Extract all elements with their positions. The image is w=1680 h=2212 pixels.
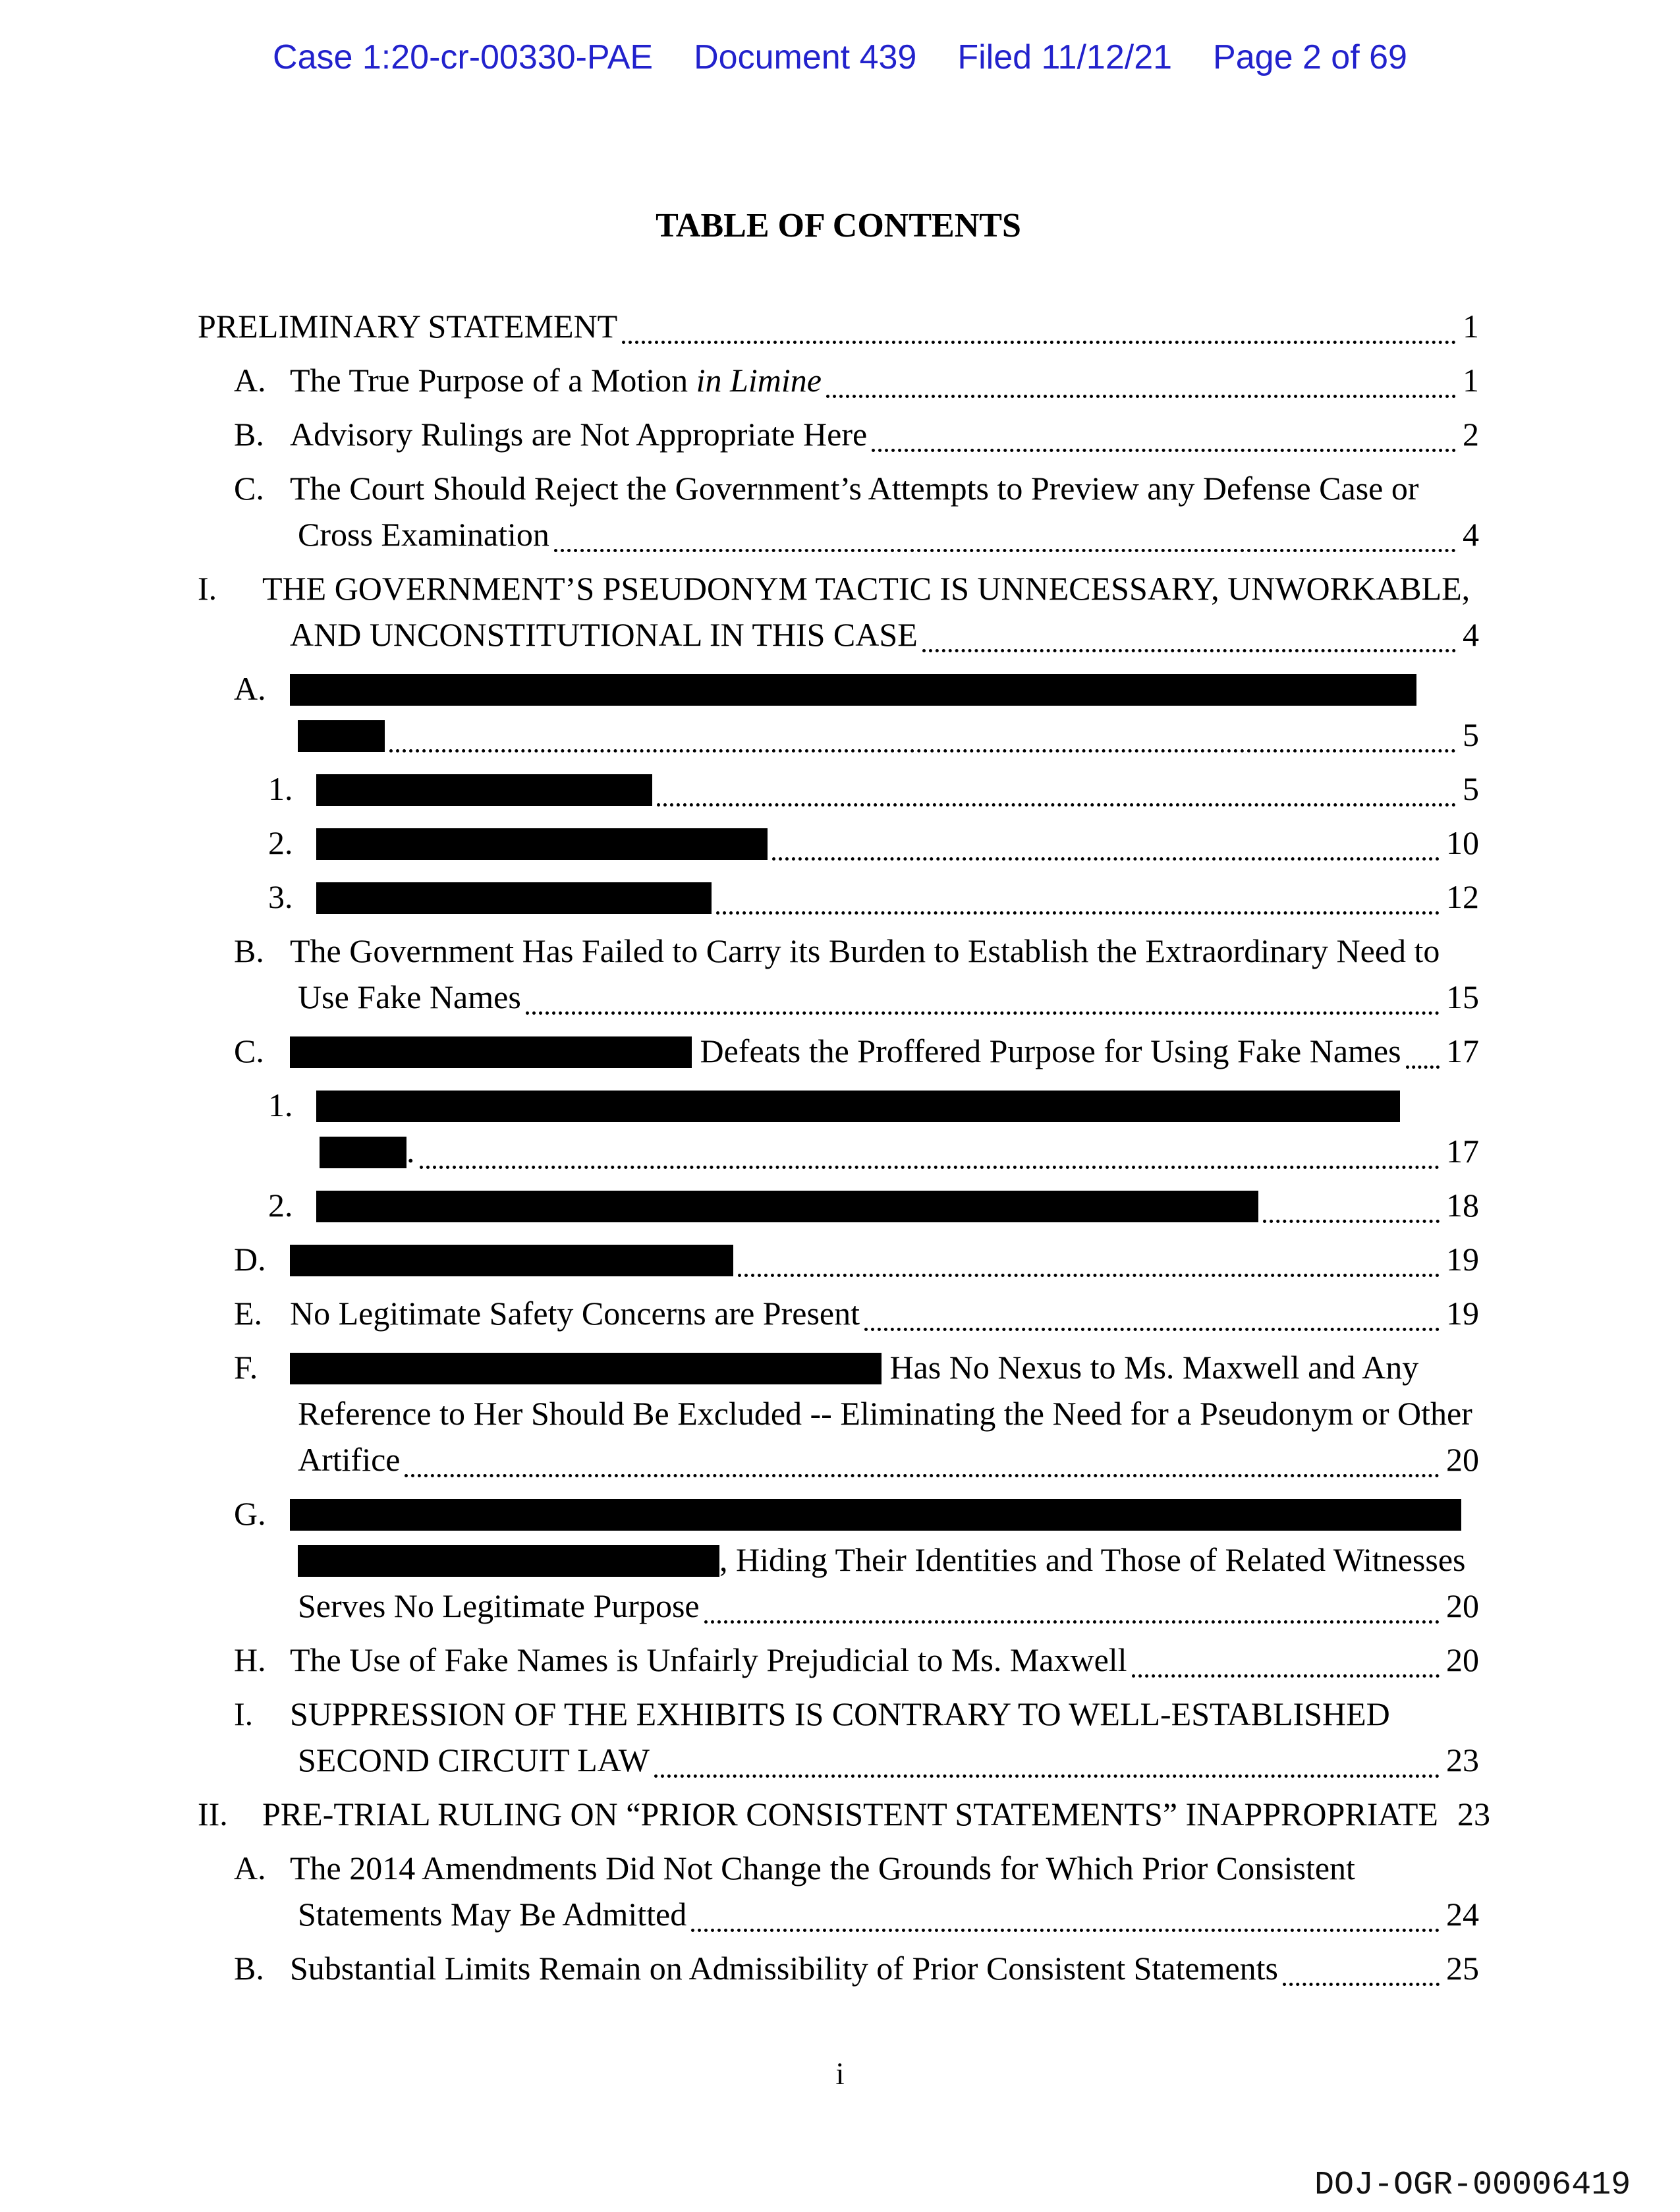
toc-line xyxy=(198,1082,1479,1128)
toc-line xyxy=(198,766,1479,812)
toc-entry xyxy=(198,1637,1479,1683)
toc-line-text xyxy=(316,820,768,866)
toc-line xyxy=(198,303,1479,349)
toc-line-text: The Government Has Failed to Carry its Burden to Establish the Extraordinary Need to xyxy=(290,932,1440,969)
toc-line xyxy=(198,565,1479,611)
footer-page-number: i xyxy=(835,2056,845,2091)
toc-entry-label: A. xyxy=(234,1850,266,1886)
toc-entry xyxy=(198,1028,1479,1074)
toc-line-text: The 2014 Amendments Did Not Change the Grounds for Which Prior Consistent xyxy=(290,1850,1355,1886)
toc-page-number: 23 xyxy=(1446,1742,1479,1778)
toc-entry xyxy=(198,874,1479,920)
header-filed-date: Filed 11/12/21 xyxy=(957,38,1173,76)
toc-line-text xyxy=(316,874,712,920)
toc-entry-label: G. xyxy=(234,1495,266,1532)
toc-page-number: 15 xyxy=(1446,978,1479,1015)
toc-line-text: No Legitimate Safety Concerns are Present xyxy=(290,1295,860,1332)
redaction-bar xyxy=(316,882,712,914)
dot-leader xyxy=(554,511,1456,552)
toc-line-text xyxy=(290,1236,733,1282)
dot-leader xyxy=(405,1436,1440,1477)
redaction-bar xyxy=(320,1137,406,1168)
dot-leader xyxy=(526,974,1440,1015)
toc-line xyxy=(198,1691,1479,1737)
toc-page-number: 4 xyxy=(1463,616,1479,653)
toc-line xyxy=(198,1344,1479,1390)
toc-page-number: 17 xyxy=(1446,1033,1479,1069)
redaction-bar xyxy=(316,774,652,806)
toc-entry xyxy=(198,1691,1479,1783)
dot-leader xyxy=(1132,1637,1440,1678)
toc-line-text xyxy=(290,670,1416,707)
toc-list xyxy=(198,303,1490,1991)
redaction-bar xyxy=(290,1245,733,1276)
toc-line-text: Has No Nexus to Ms. Maxwell and Any xyxy=(290,1349,1418,1386)
toc-entry xyxy=(198,303,1479,349)
toc-line xyxy=(198,1028,1479,1074)
toc-entry xyxy=(198,1082,1479,1174)
toc-line xyxy=(198,1845,1479,1891)
toc-entry-label: H. xyxy=(234,1641,266,1678)
toc-page-number: 23 xyxy=(1457,1796,1490,1832)
toc-entry xyxy=(198,565,1479,658)
toc-page-number: 5 xyxy=(1463,716,1479,753)
toc-entry-label: A. xyxy=(234,670,266,707)
toc-line xyxy=(198,1128,1479,1174)
toc-entry xyxy=(198,1182,1479,1228)
toc-entry-label: A. xyxy=(234,362,266,399)
toc-entry-label: I. xyxy=(234,1695,254,1732)
toc-line xyxy=(198,1583,1479,1629)
toc-page-number: 12 xyxy=(1446,878,1479,915)
toc-line xyxy=(198,1290,1479,1336)
toc-line-text: Statements May Be Admitted xyxy=(298,1896,687,1933)
redaction-bar xyxy=(316,828,768,860)
toc-entry xyxy=(198,1490,1479,1629)
toc-entry xyxy=(198,1290,1479,1336)
toc-page-number: 5 xyxy=(1463,770,1479,807)
toc-entry xyxy=(198,1945,1479,1991)
dot-leader xyxy=(389,712,1456,752)
toc-entry xyxy=(198,1236,1479,1282)
toc-line-text: Reference to Her Should Be Excluded -- Eliminating the Need for a Pseudonym or Other xyxy=(298,1395,1472,1432)
toc-line-text: The True Purpose of a Motion in Limine xyxy=(290,362,822,399)
dot-leader xyxy=(864,1290,1440,1331)
toc-entry-label: I. xyxy=(198,570,217,607)
toc-line-text: SECOND CIRCUIT LAW xyxy=(298,1742,650,1778)
toc-line-text: Use Fake Names xyxy=(298,978,521,1015)
redaction-bar xyxy=(290,1499,1461,1531)
toc-line-text: , Hiding Their Identities and Those of Related Witnesses xyxy=(298,1541,1466,1578)
dot-leader xyxy=(872,411,1456,452)
toc-line xyxy=(198,974,1479,1020)
redaction-bar xyxy=(290,1353,882,1384)
toc-entry-label: C. xyxy=(234,1033,264,1069)
toc-entry-label: D. xyxy=(234,1241,266,1278)
toc-line xyxy=(198,1236,1479,1282)
toc-page-number: 20 xyxy=(1446,1587,1479,1624)
toc-line-text xyxy=(316,766,652,812)
toc-page-number: 2 xyxy=(1463,416,1479,453)
toc-line xyxy=(198,611,1479,658)
toc-entry xyxy=(198,411,1479,457)
toc-page-number: 10 xyxy=(1446,824,1479,861)
toc-line-text: AND UNCONSTITUTIONAL IN THIS CASE xyxy=(290,616,918,653)
dot-leader xyxy=(622,303,1456,344)
dot-leader xyxy=(1443,1791,1451,1832)
toc-line xyxy=(198,1537,1479,1583)
toc-line xyxy=(198,465,1479,511)
toc-page-number: 4 xyxy=(1463,516,1479,553)
toc-line xyxy=(198,928,1479,974)
toc-line-text: Cross Examination xyxy=(298,516,549,553)
toc-line xyxy=(198,1637,1479,1683)
toc-line xyxy=(198,1737,1479,1783)
bates-number: DOJ-OGR-00006419 xyxy=(1314,2167,1631,2204)
toc-entry xyxy=(198,928,1479,1020)
toc-line-text: THE GOVERNMENT’S PSEUDONYM TACTIC IS UNNECESSARY, UNWORKABLE, xyxy=(262,570,1470,607)
header-case-number: Case 1:20-cr-00330-PAE xyxy=(273,38,654,76)
toc-page-number: 18 xyxy=(1446,1187,1479,1224)
toc-entry-label: 1. xyxy=(268,770,293,807)
toc-entry-label: E. xyxy=(234,1295,263,1332)
toc-line xyxy=(198,712,1479,758)
toc-line-text xyxy=(290,1495,1461,1532)
toc-line xyxy=(198,820,1479,866)
toc-line xyxy=(198,411,1479,457)
dot-leader xyxy=(1406,1028,1440,1069)
toc-line xyxy=(198,1945,1479,1991)
toc-page-number: 1 xyxy=(1463,362,1479,399)
toc-line-text: . xyxy=(320,1128,415,1174)
redaction-bar xyxy=(316,1091,1400,1122)
dot-leader xyxy=(704,1583,1440,1624)
toc-line-text xyxy=(298,712,385,758)
toc-page-number: 25 xyxy=(1446,1950,1479,1987)
toc-line-text: The Court Should Reject the Government’s Attempts to Preview any Defense Case or xyxy=(290,470,1419,507)
toc-line xyxy=(198,357,1479,403)
toc-entry xyxy=(198,766,1479,812)
redaction-bar xyxy=(298,1545,719,1577)
toc-line-text: SUPPRESSION OF THE EXHIBITS IS CONTRARY TO WELL-ESTABLISHED xyxy=(290,1695,1390,1732)
toc-line xyxy=(198,1791,1490,1837)
toc-line-text: Advisory Rulings are Not Appropriate Here xyxy=(290,416,868,453)
toc-entry-label: B. xyxy=(234,1950,264,1987)
toc-line-text: Substantial Limits Remain on Admissibility of Prior Consistent Statements xyxy=(290,1950,1278,1987)
toc-entry-label: C. xyxy=(234,470,264,507)
toc-entry-label: 2. xyxy=(268,1187,293,1224)
toc-entry-label: 1. xyxy=(268,1087,293,1123)
dot-leader xyxy=(826,357,1456,398)
dot-leader xyxy=(738,1236,1440,1277)
dot-leader xyxy=(1263,1182,1440,1223)
redaction-bar xyxy=(290,1036,692,1068)
dot-leader xyxy=(1283,1945,1440,1986)
toc-page-number: 19 xyxy=(1446,1241,1479,1278)
toc-line-text xyxy=(316,1182,1258,1228)
toc-line-text xyxy=(316,1087,1400,1123)
toc-entry xyxy=(198,666,1479,758)
dot-leader xyxy=(922,611,1456,652)
document-header xyxy=(0,0,1680,80)
toc-line-text: Artifice xyxy=(298,1441,401,1478)
header-page-count: Page 2 of 69 xyxy=(1213,38,1407,76)
toc-line xyxy=(198,1891,1479,1937)
dot-leader xyxy=(420,1128,1440,1169)
toc-line xyxy=(198,1182,1479,1228)
toc-line xyxy=(198,666,1479,712)
toc-entry-label: F. xyxy=(234,1349,258,1386)
header-document-number: Document 439 xyxy=(694,38,917,76)
toc-entry xyxy=(198,1791,1490,1837)
toc-entry-label: B. xyxy=(234,416,264,453)
redaction-bar xyxy=(316,1191,1258,1222)
toc-entry-label: II. xyxy=(198,1796,228,1832)
dot-leader xyxy=(772,820,1440,861)
toc-page-number: 17 xyxy=(1446,1133,1479,1170)
toc-line-text: The Use of Fake Names is Unfairly Prejudicial to Ms. Maxwell xyxy=(290,1641,1127,1678)
toc-line xyxy=(198,1390,1479,1436)
toc-entry xyxy=(198,1845,1479,1937)
toc-entry-label: B. xyxy=(234,932,264,969)
dot-leader xyxy=(654,1737,1440,1778)
toc-page-number: 19 xyxy=(1446,1295,1479,1332)
toc-entry xyxy=(198,820,1479,866)
toc-line-text: Defeats the Proffered Purpose for Using Fake Names xyxy=(290,1028,1401,1074)
toc-page-number: 24 xyxy=(1446,1896,1479,1933)
toc-entry xyxy=(198,1344,1479,1483)
redaction-bar xyxy=(298,720,385,752)
page-title: TABLE OF CONTENTS xyxy=(656,207,1021,244)
toc-line-text: PRELIMINARY STATEMENT xyxy=(198,308,618,345)
redaction-bar xyxy=(290,674,1416,706)
toc-entry xyxy=(198,357,1479,403)
toc-entry xyxy=(198,465,1479,557)
toc-line xyxy=(198,511,1479,557)
toc-entry-label: 2. xyxy=(268,824,293,861)
dot-leader xyxy=(657,766,1456,807)
dot-leader xyxy=(691,1891,1440,1932)
toc-entry-label: 3. xyxy=(268,878,293,915)
toc-line xyxy=(198,1436,1479,1483)
toc-page-number: 1 xyxy=(1463,308,1479,345)
toc-page-number: 20 xyxy=(1446,1641,1479,1678)
toc-line-text: PRE-TRIAL RULING ON “PRIOR CONSISTENT STATEMENTS” INAPPROPRIATE xyxy=(262,1796,1438,1832)
toc-page-number: 20 xyxy=(1446,1441,1479,1478)
toc-line xyxy=(198,1490,1479,1537)
toc-line-text: Serves No Legitimate Purpose xyxy=(298,1587,700,1624)
dot-leader xyxy=(716,874,1440,915)
toc-line xyxy=(198,874,1479,920)
